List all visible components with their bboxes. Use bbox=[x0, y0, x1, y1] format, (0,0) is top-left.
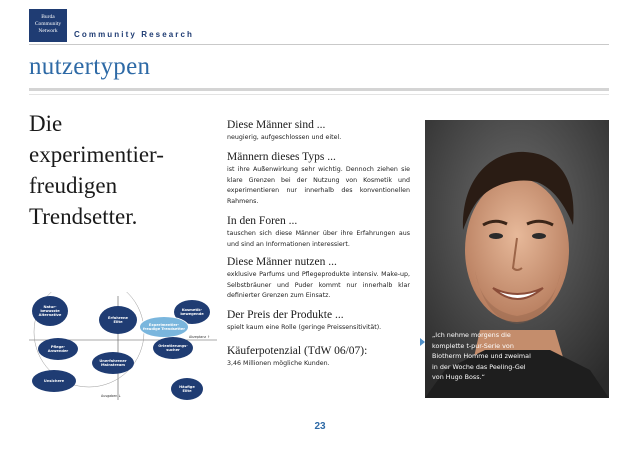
bubble-mainstream bbox=[92, 352, 134, 374]
section-heading: Der Preis der Produkte ... bbox=[227, 309, 344, 321]
section-heading: In den Foren ... bbox=[227, 215, 298, 227]
logo-line: Network bbox=[38, 28, 58, 34]
section-block bbox=[227, 345, 410, 370]
axis-label-spending: Ausgaben ↓ bbox=[101, 394, 122, 398]
bubble-label: Experimentier- freudige Trendsetter bbox=[142, 322, 185, 331]
section-heading: Diese Männer nutzen ... bbox=[227, 256, 337, 268]
bubble-label: Pflege- Anwender bbox=[47, 344, 69, 353]
section-text: spielt kaum eine Rolle (geringe Preissensitivität). bbox=[227, 324, 382, 331]
headline-line: Trendsetter. bbox=[29, 204, 138, 229]
bubble-label: Natur- bewusste Alternative bbox=[38, 304, 62, 318]
quote-arrow-icon bbox=[420, 338, 425, 346]
section-text: neugierig, aufgeschlossen und eitel. bbox=[227, 134, 342, 141]
bubble-erfahrene-elite bbox=[99, 306, 137, 334]
bubble-label: Erfahrene Elite bbox=[108, 315, 128, 324]
section-block bbox=[227, 256, 410, 302]
section-block bbox=[227, 151, 410, 207]
section-block bbox=[227, 119, 410, 144]
typology-diagram bbox=[29, 292, 219, 402]
bubble-trendsetter bbox=[139, 316, 189, 338]
bubble-label: Orientierungs- sucher bbox=[158, 343, 188, 352]
brand-logo bbox=[29, 9, 67, 42]
page-number: 23 bbox=[314, 421, 326, 432]
section-text: exklusive Parfums und Pflegeprodukte intensiv. Make-up, Selbstbräuner und Puder kommt nur innerhalb klar definierter Grenzen zum Einsatz. bbox=[227, 271, 410, 299]
axis-label-acceptance: Akzeptanz ↑ bbox=[189, 335, 210, 339]
section-text: 3,46 Millionen mögliche Kunden. bbox=[227, 360, 330, 367]
bubble-naturbewusste bbox=[32, 296, 68, 326]
bubble-orientierungssucher bbox=[153, 337, 193, 359]
bubble-label: Häufige Elite bbox=[179, 384, 195, 393]
logo-line: Burda bbox=[41, 14, 55, 20]
headline-line: experimentier- bbox=[29, 142, 164, 167]
logo-line: Community bbox=[34, 21, 62, 27]
bubble-unsichere bbox=[32, 370, 76, 392]
section-heading: Diese Männer sind ... bbox=[227, 119, 326, 131]
bubble-label: Unerfahrener Mainstream bbox=[99, 358, 127, 367]
section-text: tauschen sich diese Männer über ihre Erfahrungen aus und sind an Informationen interessiert. bbox=[227, 230, 410, 248]
bubble-haeufige-elite bbox=[171, 378, 203, 400]
headline-line: Die bbox=[29, 111, 63, 136]
bubble-label: Kosmetik- bewegende bbox=[180, 307, 204, 316]
section-block bbox=[227, 309, 410, 334]
page-headline bbox=[29, 108, 209, 232]
bubble-label: Unsichere bbox=[43, 378, 65, 383]
title-divider bbox=[29, 88, 609, 91]
section-title: nutzertypen bbox=[29, 53, 151, 80]
section-block bbox=[227, 215, 410, 250]
testimonial-quote: „Ich nehme morgens die komplette t-pur-Serie von Biotherm Homme und zweimal in der Woche das Peeling-Gel von Hugo Boss.“ bbox=[432, 331, 531, 381]
bubble-pflege-anwender bbox=[38, 338, 78, 360]
section-heading: Männern dieses Typs ... bbox=[227, 151, 336, 163]
header-divider bbox=[29, 44, 609, 45]
section-text: ist ihre Außenwirkung sehr wichtig. Dennoch ziehen sie klare Grenzen bei der Nutzung von Kosmetik und experimentieren nur innerhalb des konventionellen Rahmens. bbox=[227, 166, 410, 205]
brand-name: Community Research bbox=[74, 30, 195, 39]
title-divider-thin bbox=[29, 94, 609, 95]
headline-line: freudigen bbox=[29, 173, 118, 198]
section-heading: Käuferpotenzial (TdW 06/07): bbox=[227, 345, 368, 357]
